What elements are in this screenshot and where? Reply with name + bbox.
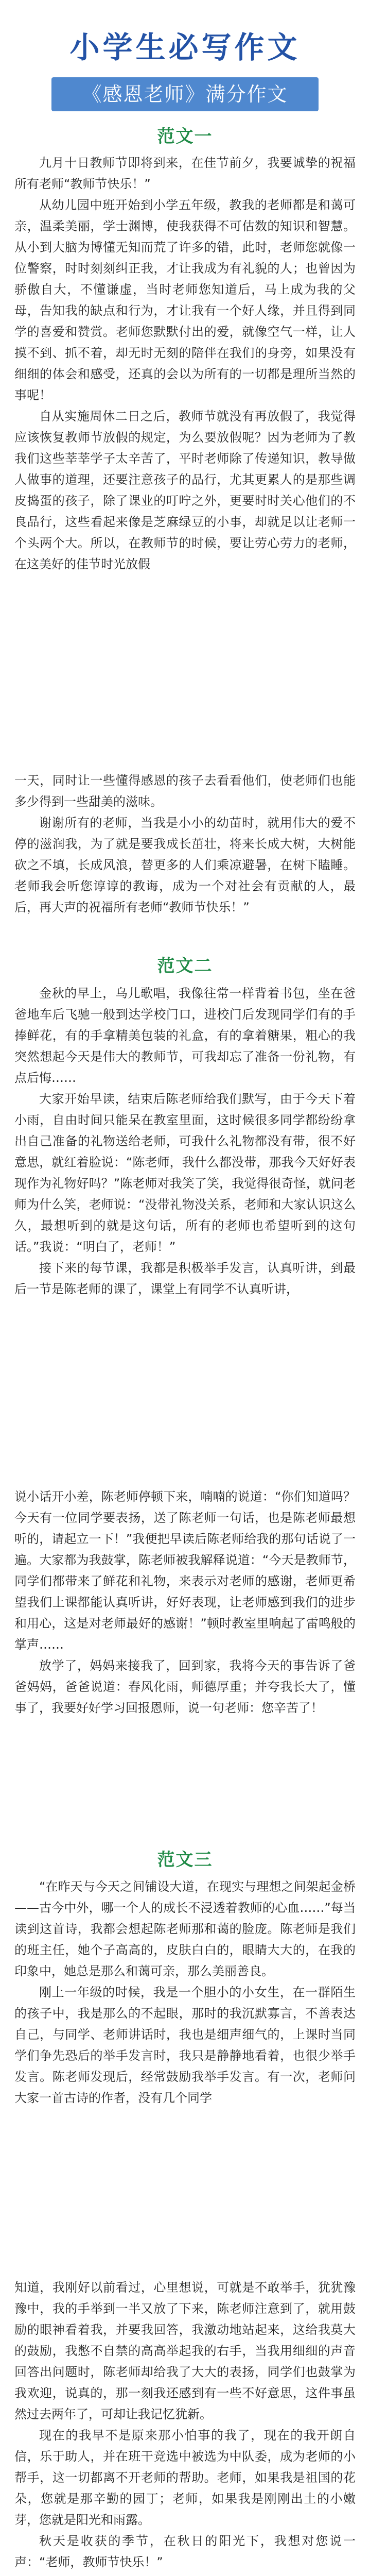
essay2-paragraph-1: 金秋的早上，乌儿歌唱，我像往常一样背着书包，坐在爸爸地车后飞驰一般到达学校门口，进校门后发现同学们有的手捧鲜花，有的手拿精美包装的礼盒，有的拿着糖果，粗心的我突然想起今天是伟大的教师节，可我却忘了准备一份礼物，有点后悔……: [14, 986, 356, 1085]
essay3-part2: [14, 2277, 356, 2573]
essay1-heading: 范文一: [157, 126, 213, 147]
essay3-paragraph-2-continued: 知道，我刚好以前看过，心里想说，可就是不敢举手，犹犹豫豫中，我的手举到一半又放了下来，陈老师注意到了，就用鼓励的眼神看着我，并要我回答，我激动地站起来，这给我莫大的鼓励，我憋不自禁的高高举起我的右手，当我用细细的声音回答出问题时，陈老师却给我了大大的表扬，同学们也鼓掌为我欢迎，说真的，那一刻我还感到有一些不好意思，这件事虽然过去两年了，可却让我记忆犹新。: [14, 2280, 356, 2421]
essay-title-banner: 《感恩老师》满分作文: [51, 77, 319, 111]
essay1-paragraph-1: 九月十日教师节即将到来，在佳节前夕，我要诚挚的祝福所有老师“教师节快乐！”: [14, 156, 356, 191]
essay3-paragraph-2: 刚上一年级的时候，我是一个胆小的小女生，在一群陌生的孩子中，我是那么的不起眼，那时的我沉默寡言，不善表达自己，与同学、老师讲话时，我也是细声细气的，上课时当同学们争先恐后的举手发言时，我只是静静地看着，也很少举手发言。陈老师发现后，经常鼓励我举手发言。有一次，老师问大家一首古诗的作者，没有几个同学: [14, 1985, 356, 2105]
essay2-paragraph-3: 接下来的每节课，我都是积极举手发言，认真听讲，到最后一节是陈老师的课了，课堂上有同学不认真听讲，: [14, 1261, 356, 1296]
essay2-heading: 范文二: [157, 956, 213, 976]
essay3-paragraph-4: 秋天是收获的季节，在秋日的阳光下，我想对您说一声：“老师，教师节快乐！”: [14, 2534, 356, 2569]
essay3-part1: [14, 1876, 356, 2109]
essay1-paragraph-3: 自从实施周休二日之后，教师节就没有再放假了，我觉得应该恢复教师节放假的规定，为么要放假呢？因为老师为了教我们这些莘莘学子太辛苦了，平时老师除了传递知识，教导做人做事的道理，还要注意孩子的品行，尤其更累人的是那些调皮捣蛋的孩子，除了课业的叮咛之外，更要时时关心他们的不良品行，这些看起来像是芝麻绿豆的小事，却就足以让老师一个头两个大。所以，在教师节的时候，要让劳心劳力的老师，在这美好的佳节时光放假: [14, 409, 356, 571]
essay2-paragraph-3-continued: 说小话开小差，陈老师停顿下来，喃喃的说道：“你们知道吗？今天有一位同学要表扬，送了陈老师一句话，也是陈老师最想听的，请起立一下！”我便把早读后陈老师给我的那句话说了一遍。大家都为我鼓掌，陈老师被我解释说道：“今天是教师节，同学们都带来了鲜花和礼物，来表示对老师的感谢，老师更希望我们上课都能认真听讲，好好表现，让老师感到我们的进步和用心，这是对老师最好的感谢！”顿时教室里响起了雷鸣般的掌声……: [14, 1489, 356, 1652]
page-title: 小学生必写作文: [69, 30, 301, 65]
essay1-paragraph-3-continued: 一天，同时让一些懂得感恩的孩子去看看他们，使老师们也能多少得到一些甜美的滋味。: [14, 773, 356, 809]
essay2-part1: [14, 983, 356, 1300]
essay3-paragraph-3: 现在的我早不是原来那小怕事的我了，现在的我开朗自信，乐于助人，并在班干竞选中被选为中队委，成为老师的小帮手，这一切都离不开老师的帮助。老师，如果我是祖国的花朵，您就是那辛勤的园丁；老师，如果我是刚刚出土的小嫩芽，您就是阳光和雨露。: [14, 2428, 356, 2527]
essay1-paragraph-4: 谢谢所有的老师，当我是小小的幼苗时，就用伟大的爱不停的滋润我，为了就是要我成长茁壮，将来长成大树，大树能砍之不填，长成风浪，替更多的人们乘凉避暑，在树下瞌睡。老师我会听您谆谆的教诲，成为一个对社会有贡献的人，最后，再大声的祝福所有老师“教师节快乐！”: [14, 816, 356, 914]
essay1-paragraph-2: 从幼儿园中班开始到小学五年级，教我的老师都是和蔼可亲，温柔美丽，学士渊博，使我获得不可估数的知识和智慧。从小到大脑为博懂无知而荒了许多的错，此时，老师您就像一位警察，时时刻刻纠正我，才让我成为有礼貌的人；也曾因为骄傲自大，不懂谦虚，当时老师您知道后，马上成为我的父母，告知我的缺点和行为，才让我有一个好人缘，并且得到同学的喜爱和赞赏。老师您默默付出的爱，就像空气一样，让人摸不到、抓不着，却无时无刻的陪伴在我们的身旁，如果没有细细的体会和感受，还真的会以为所有的一切都是理所当然的事呢！: [14, 198, 356, 402]
essay2-part2: [14, 1486, 356, 1719]
essay3-heading: 范文三: [157, 1850, 213, 1870]
essay2-paragraph-2: 大家开始早读，结束后陈老师给我们默写，由于今天下着小雨，自由时间只能呆在教室里面，这时候很多同学都纷纷拿出自己准备的礼物送给老师，可我什么礼物都没有带，很不好意思，就红着脸说：“陈老师，我什么都没带，那我今天好好表现作为礼物好吗？”陈老师对我笑了笑，我觉得很奇怪，就问老师为什么笑，老师说：“没带礼物没关系，老师和大家认识这么久，最想听到的就是这句话，所有的老师也希望听到的这句话。”我说：“明白了，老师！”: [14, 1092, 356, 1254]
essay1-part1: [14, 152, 356, 575]
essay1-part2: [14, 770, 356, 918]
essay3-paragraph-1: “在昨天与今天之间铺设大道，在现实与理想之间架起金桥——古今中外，哪一个人的成长不浸透着教师的心血……”每当读到这首诗，我都会想起陈老师那和蔼的脸庞。陈老师是我们的班主任，她个子高高的，皮肤白白的，眼睛大大的，在我的印象中，她总是那么和蔼可亲，那么美丽善良。: [14, 1879, 356, 1978]
essay2-paragraph-4: 放学了，妈妈来接我了，回到家，我将今天的事告诉了爸爸妈妈，爸爸说道：春风化雨，师德厚重；并夸我长大了，懂事了，我要好好学习回报恩师，说一句老师：您辛苦了！: [14, 1658, 356, 1715]
